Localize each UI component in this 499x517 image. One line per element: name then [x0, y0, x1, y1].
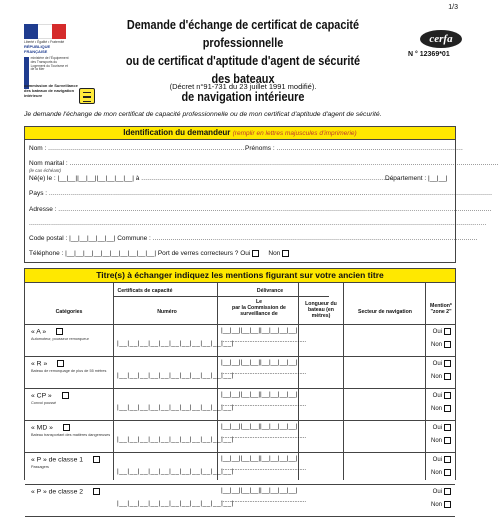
birthplace-label: à	[135, 175, 140, 182]
category-description: Convoi poussé	[31, 401, 57, 405]
non-label: Non	[430, 374, 442, 381]
departement-field[interactable]	[385, 175, 448, 182]
non-label: Non	[430, 342, 442, 349]
commission-field[interactable]: ...................................................	[221, 402, 307, 408]
mention-non-checkbox[interactable]	[444, 405, 451, 412]
mention-non-checkbox[interactable]	[444, 437, 451, 444]
date-boxes[interactable]: |__|__||__|__||__|__|__|__|	[221, 423, 298, 430]
table-row	[25, 389, 455, 418]
mention-oui	[433, 328, 451, 335]
category-label	[31, 360, 64, 367]
title-line-1: Demande d'échange de certificat de capacité professionnelle	[126, 17, 360, 50]
category-description: Automoteur, pousseur remorqueur	[31, 337, 89, 341]
date-boxes[interactable]: |__|__||__|__||__|__|__|__|	[221, 455, 298, 462]
request-statement: Je demande l'échange de mon certificat de capacité professionnelle ou de mon certificat d'aptitude d'agent de sécurité.	[24, 111, 382, 118]
adresse-line-2[interactable]: ....................................................................................................................................................................................................................................	[29, 220, 487, 227]
ministry-name: ministère de l'Équipement des Transports du Logement du Tourisme et de la Mer	[30, 56, 69, 72]
category-checkbox[interactable]	[63, 424, 70, 431]
code-postal-boxes[interactable]: |__|__|__|__|__|	[69, 235, 116, 242]
numero-boxes[interactable]: |__|__|__|__|__|__|__|__|__|__|__|	[117, 340, 234, 347]
oui-label: Oui	[432, 393, 442, 400]
identification-header	[25, 127, 455, 140]
category-label	[31, 392, 69, 399]
non-label: Non	[430, 406, 442, 413]
category-name: « MD »	[31, 424, 53, 432]
decree-reference: (Décret n°91-731 du 23 juillet 1991 modifié).	[169, 82, 317, 91]
commune-label: Commune :	[117, 235, 151, 242]
category-description: Bateau transportant des matières dangereuses	[31, 433, 111, 437]
oui-label: Oui	[432, 329, 442, 336]
mention-non	[431, 437, 451, 444]
date-boxes[interactable]: |__|__||__|__||__|__|__|__|	[221, 487, 298, 494]
republic-motto: Liberté • Égalité • Fraternité	[24, 40, 65, 44]
document-title	[116, 16, 370, 106]
code-postal-label: Code postal :	[29, 235, 68, 242]
mention-oui-checkbox[interactable]	[444, 488, 451, 495]
pays-label: Pays :	[29, 190, 48, 197]
date-boxes[interactable]: |__|__||__|__||__|__|__|__|	[221, 359, 298, 366]
mention-oui-checkbox[interactable]	[444, 328, 451, 335]
birth-date-boxes[interactable]: |__|__||__|__||__|__|__|__|	[57, 175, 134, 182]
prenoms-field[interactable]: Prénoms : .............................................................................................	[245, 145, 463, 152]
republic-name: RÉPUBLIQUE FRANÇAISE	[24, 44, 51, 54]
mention-non	[431, 373, 451, 380]
mention-non	[431, 341, 451, 348]
mention-oui	[433, 392, 451, 399]
mention-oui	[433, 424, 451, 431]
title-line-3: de navigation intérieure	[181, 89, 305, 104]
identification-header-note: (remplir en lettres majuscules d'imprimerie)	[232, 130, 357, 137]
commission-field[interactable]: ...................................................	[221, 498, 307, 504]
mention-oui-checkbox[interactable]	[444, 392, 451, 399]
oui-label: Oui	[432, 361, 442, 368]
category-name: « CP »	[31, 392, 52, 400]
col-longueur: Longueur du bateau (en mètres)	[305, 301, 337, 319]
oui-label: Oui	[432, 457, 442, 464]
departement-boxes[interactable]: |__|__|	[428, 175, 448, 182]
category-name: « P » de classe 1	[31, 456, 84, 464]
republic-logo	[24, 24, 70, 89]
category-checkbox[interactable]	[57, 360, 64, 367]
identification-section	[24, 126, 499, 263]
commission-field[interactable]: ...................................................	[221, 434, 307, 440]
category-name: « R »	[31, 360, 48, 368]
correcteurs-non-checkbox[interactable]	[282, 250, 289, 257]
title-line-2: ou de certificat d'aptitude d'agent de sécurité des bateaux	[125, 53, 361, 86]
category-name: « P » de classe 2	[31, 488, 84, 496]
correcteurs-non-label: Non	[268, 250, 281, 258]
nom-marital-label: Nom marital :	[29, 160, 68, 167]
telephone-boxes[interactable]: |__|__|__|__|__|__|__|__|__|__|	[65, 250, 157, 258]
col-le: Le	[255, 299, 263, 305]
category-label	[31, 456, 100, 463]
table-row	[25, 421, 455, 450]
mention-oui-checkbox[interactable]	[444, 456, 451, 463]
departement-label: Département :	[385, 175, 427, 182]
commission-field[interactable]: ...................................................	[221, 370, 307, 376]
group-divider	[113, 296, 329, 297]
category-checkbox[interactable]	[93, 456, 100, 463]
category-description: Passagers	[31, 465, 49, 469]
mention-oui-checkbox[interactable]	[444, 424, 451, 431]
col-commission: par la Commission de surveillance de	[232, 305, 286, 317]
correcteurs-oui-checkbox[interactable]	[252, 250, 259, 257]
page-number: 1/3	[448, 4, 458, 11]
mention-oui-checkbox[interactable]	[444, 360, 451, 367]
date-boxes[interactable]: |__|__||__|__||__|__|__|__|	[221, 391, 298, 398]
col-categories: Catégories	[55, 309, 83, 315]
category-name: « A »	[31, 328, 47, 336]
mention-oui	[433, 488, 451, 495]
oui-label: Oui	[432, 425, 442, 432]
category-checkbox[interactable]	[62, 392, 69, 399]
mention-non-checkbox[interactable]	[444, 341, 451, 348]
mention-oui	[433, 360, 451, 367]
numero-boxes[interactable]: |__|__|__|__|__|__|__|__|__|__|__|	[117, 372, 234, 379]
mention-non	[431, 501, 451, 508]
adresse-field[interactable]: Adresse : ........................................................................................................................................................................................................................	[29, 206, 492, 213]
titres-header: Titre(s) à échanger indiquez les mentions figurant sur votre ancien titre	[25, 269, 455, 283]
table-row	[25, 357, 455, 386]
category-description: Bateau de remorquage de plus de 55 mètres	[31, 369, 107, 373]
adresse-label: Adresse :	[29, 206, 57, 213]
category-label	[31, 488, 100, 495]
birth-label: Né(e) le :	[29, 175, 56, 182]
group-certificats: Certificats de capacité	[117, 288, 173, 294]
table-row	[25, 453, 455, 482]
table-row	[25, 325, 455, 354]
identification-header-title: Identification du demandeur	[123, 128, 231, 137]
non-label: Non	[430, 502, 442, 509]
non-label: Non	[430, 470, 442, 477]
nom-field[interactable]: Nom : ...................................................................................................	[29, 145, 247, 152]
category-checkbox[interactable]	[93, 488, 100, 495]
french-flag-icon	[24, 24, 66, 39]
category-checkbox[interactable]	[56, 328, 63, 335]
nom-marital-note: (le cas échéant)	[29, 168, 62, 173]
table-row	[25, 485, 455, 514]
cerfa-number: N ° 12369*01	[408, 51, 450, 58]
mention-non	[431, 469, 451, 476]
titres-section	[24, 268, 456, 509]
commission-field[interactable]: ...................................................	[221, 466, 307, 472]
commission-field[interactable]: ...................................................	[221, 338, 307, 344]
numero-boxes[interactable]: |__|__|__|__|__|__|__|__|__|__|__|	[117, 468, 234, 475]
mention-oui	[433, 456, 451, 463]
prenoms-label: Prénoms :	[245, 145, 275, 152]
correcteurs-label: Port de verres correcteurs ?	[157, 250, 239, 258]
category-label	[31, 424, 70, 431]
date-boxes[interactable]: |__|__||__|__||__|__|__|__|	[221, 327, 298, 334]
commission-name: commission de Surveillance des bateaux de navigation intérieure	[24, 83, 78, 98]
numero-boxes[interactable]: |__|__|__|__|__|__|__|__|__|__|__|	[117, 500, 234, 507]
col-mention: Mention* "zone 2"	[430, 303, 452, 315]
correcteurs-oui-label: Oui	[240, 250, 251, 258]
col-secteur: Secteur de navigation	[358, 309, 412, 315]
nom-marital-field[interactable]: Nom marital : ......................................................................................................................................................................................................................	[29, 160, 499, 167]
mention-non-checkbox[interactable]	[444, 501, 451, 508]
telephone-field[interactable]	[29, 250, 289, 257]
non-label: Non	[430, 438, 442, 445]
telephone-label: Téléphone :	[29, 250, 64, 258]
nom-label: Nom :	[29, 145, 47, 152]
group-delivrance: Délivrance	[256, 288, 284, 294]
code-postal-field[interactable]: Code postal : |__|__|__|__|__| Commune : ..................................................................................................................................................................	[29, 235, 478, 242]
birth-field[interactable]: Né(e) le : |__|__||__|__||__|__|__|__| à ..............................................................................................................................	[29, 175, 394, 182]
col-numero: Numéro	[157, 309, 177, 315]
category-label	[31, 328, 63, 335]
mention-non	[431, 405, 451, 412]
numero-boxes[interactable]: |__|__|__|__|__|__|__|__|__|__|__|	[117, 404, 234, 411]
cerfa-logo: cerfa	[420, 30, 462, 48]
mention-non-checkbox[interactable]	[444, 373, 451, 380]
mention-non-checkbox[interactable]	[444, 469, 451, 476]
oui-label: Oui	[432, 489, 442, 496]
pays-field[interactable]: Pays : .............................................................................................................................................................................................................................	[29, 190, 493, 197]
numero-boxes[interactable]: |__|__|__|__|__|__|__|__|__|__|__|	[117, 436, 234, 443]
